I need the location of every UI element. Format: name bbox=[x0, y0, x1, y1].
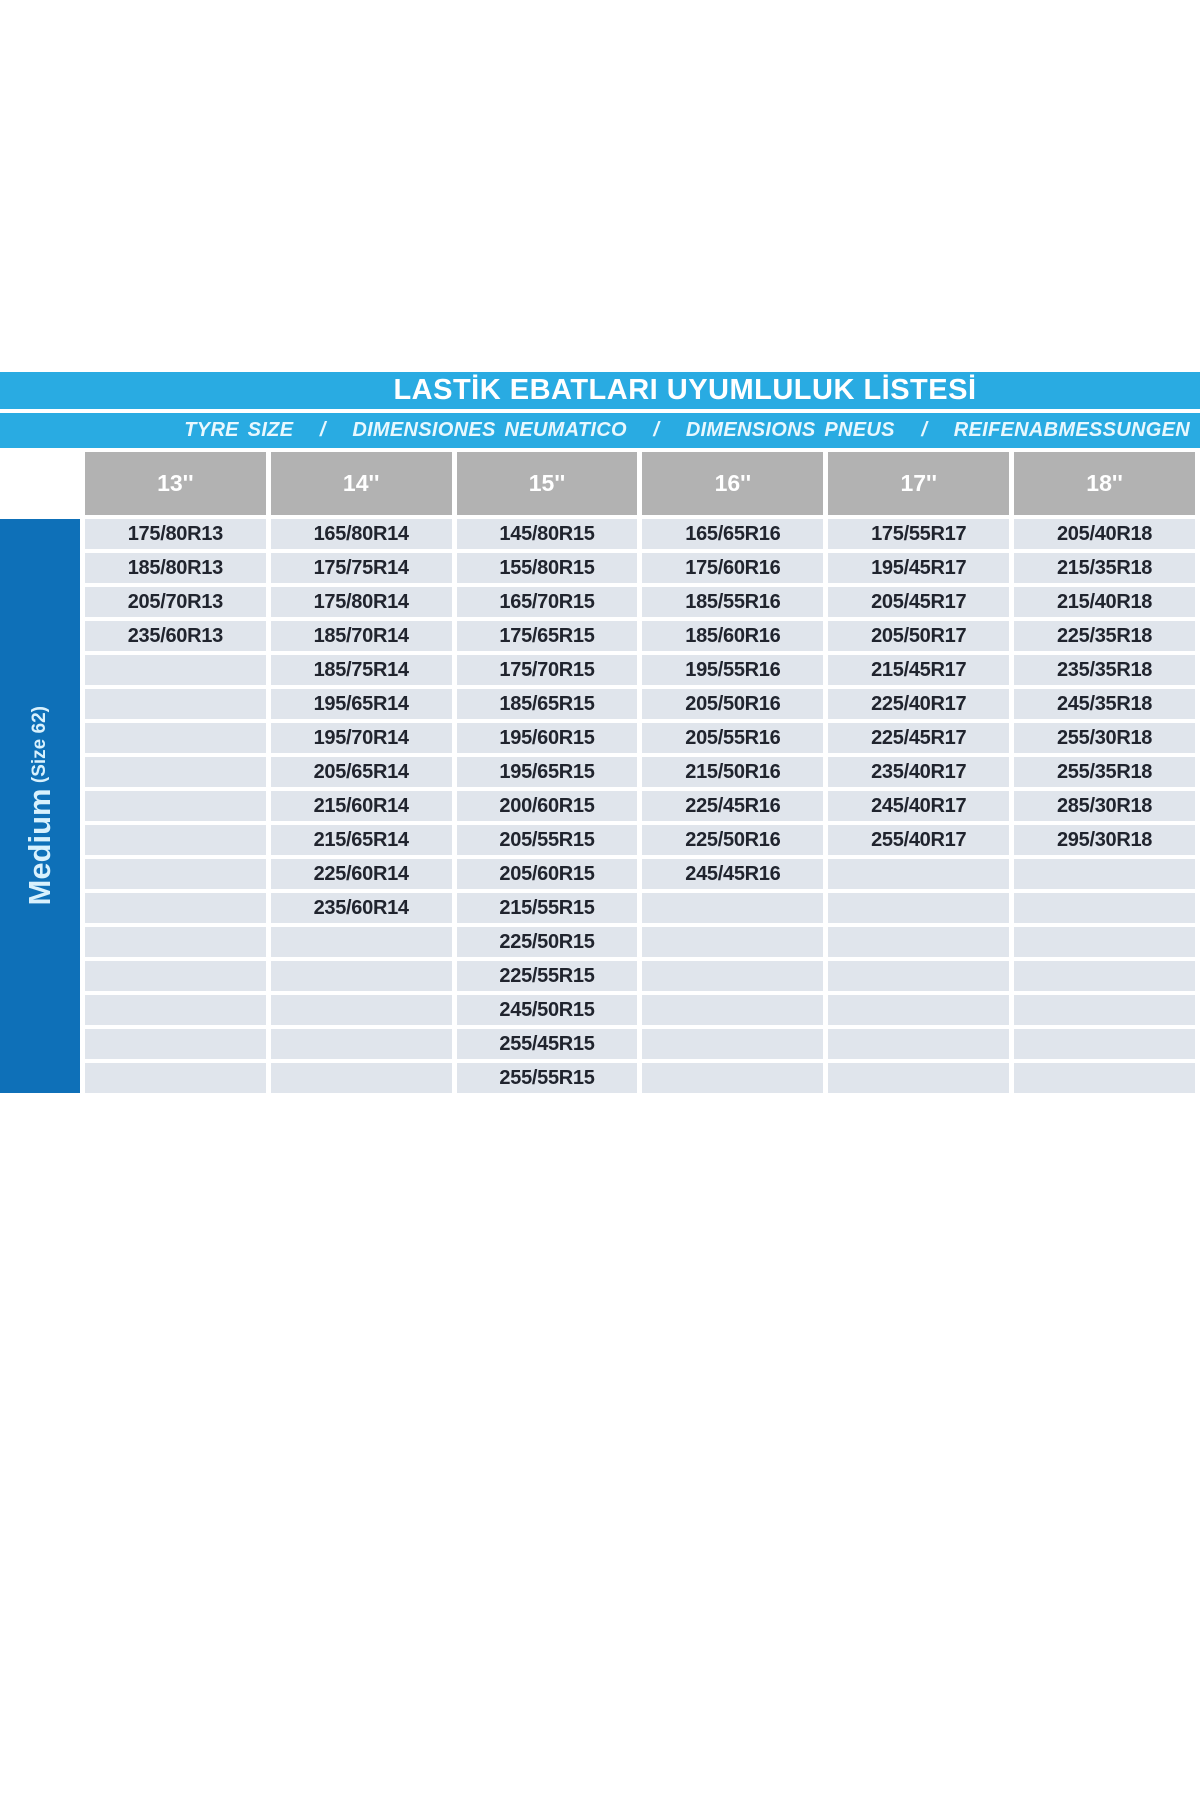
table-row bbox=[0, 553, 1195, 583]
empty-cell bbox=[85, 791, 266, 821]
tyre-size-cell: 215/50R16 bbox=[642, 757, 823, 787]
size-group-code: (Size 62) bbox=[29, 706, 51, 789]
column-header-14in: 14'' bbox=[271, 452, 452, 515]
empty-cell bbox=[85, 1029, 266, 1059]
empty-cell bbox=[642, 893, 823, 923]
tyre-size-cell: 255/40R17 bbox=[828, 825, 1009, 855]
tyre-size-cell: 225/35R18 bbox=[1014, 621, 1195, 651]
tyre-size-cell: 175/60R16 bbox=[642, 553, 823, 583]
empty-cell bbox=[1014, 1063, 1195, 1093]
empty-cell bbox=[1014, 927, 1195, 957]
subtitle-languages: TYRE SIZE / DIMENSIONES NEUMATICO / DIMENSIONS PNEUS / REIFENABMESSUNGEN bbox=[184, 419, 1190, 441]
tyre-size-cell: 245/40R17 bbox=[828, 791, 1009, 821]
empty-cell bbox=[642, 1063, 823, 1093]
empty-cell bbox=[85, 893, 266, 923]
tyre-size-cell: 295/30R18 bbox=[1014, 825, 1195, 855]
column-header-18in: 18'' bbox=[1014, 452, 1195, 515]
empty-cell bbox=[828, 1063, 1009, 1093]
tyre-size-cell: 225/50R15 bbox=[457, 927, 638, 957]
tyre-size-cell: 205/60R15 bbox=[457, 859, 638, 889]
title-bar bbox=[0, 372, 1200, 409]
tyre-size-cell: 185/70R14 bbox=[271, 621, 452, 651]
empty-cell bbox=[85, 995, 266, 1025]
tyre-size-cell: 255/30R18 bbox=[1014, 723, 1195, 753]
tyre-size-cell: 175/70R15 bbox=[457, 655, 638, 685]
empty-cell bbox=[642, 995, 823, 1025]
tyre-size-cell: 155/80R15 bbox=[457, 553, 638, 583]
empty-cell bbox=[85, 927, 266, 957]
tyre-size-cell: 165/70R15 bbox=[457, 587, 638, 617]
empty-cell bbox=[828, 1029, 1009, 1059]
table-row bbox=[0, 1063, 1195, 1093]
empty-cell bbox=[828, 995, 1009, 1025]
tyre-size-cell: 225/50R16 bbox=[642, 825, 823, 855]
empty-cell bbox=[642, 1029, 823, 1059]
table-row bbox=[0, 587, 1195, 617]
empty-cell bbox=[85, 1063, 266, 1093]
tyre-size-cell: 175/65R15 bbox=[457, 621, 638, 651]
tyre-size-cell: 195/70R14 bbox=[271, 723, 452, 753]
table-row bbox=[0, 519, 1195, 549]
tyre-size-cell: 185/75R14 bbox=[271, 655, 452, 685]
size-group-sidebar bbox=[0, 519, 80, 1093]
tyre-size-cell: 195/45R17 bbox=[828, 553, 1009, 583]
tyre-size-cell: 145/80R15 bbox=[457, 519, 638, 549]
empty-cell bbox=[85, 961, 266, 991]
tyre-size-cell: 225/55R15 bbox=[457, 961, 638, 991]
empty-cell bbox=[828, 927, 1009, 957]
empty-cell bbox=[85, 655, 266, 685]
tyre-size-cell: 195/55R16 bbox=[642, 655, 823, 685]
table-row bbox=[0, 689, 1195, 719]
tyre-size-cell: 185/60R16 bbox=[642, 621, 823, 651]
tyre-size-cell: 235/35R18 bbox=[1014, 655, 1195, 685]
tyre-size-cell: 215/35R18 bbox=[1014, 553, 1195, 583]
empty-cell bbox=[271, 995, 452, 1025]
empty-cell bbox=[642, 961, 823, 991]
empty-cell bbox=[271, 1029, 452, 1059]
tyre-size-cell: 255/45R15 bbox=[457, 1029, 638, 1059]
table-row bbox=[0, 825, 1195, 855]
table-row bbox=[0, 791, 1195, 821]
table-row bbox=[0, 927, 1195, 957]
empty-cell bbox=[1014, 859, 1195, 889]
tyre-size-cell: 195/60R15 bbox=[457, 723, 638, 753]
tyre-size-cell: 205/40R18 bbox=[1014, 519, 1195, 549]
tyre-size-cell: 215/65R14 bbox=[271, 825, 452, 855]
tyre-size-cell: 225/60R14 bbox=[271, 859, 452, 889]
tyre-size-cell: 245/45R16 bbox=[642, 859, 823, 889]
tyre-size-cell: 205/65R14 bbox=[271, 757, 452, 787]
tyre-size-cell: 225/45R17 bbox=[828, 723, 1009, 753]
empty-cell bbox=[271, 961, 452, 991]
tyre-size-cell: 205/55R16 bbox=[642, 723, 823, 753]
empty-cell bbox=[85, 723, 266, 753]
tyre-size-cell: 185/65R15 bbox=[457, 689, 638, 719]
size-group-label bbox=[22, 706, 58, 906]
empty-cell bbox=[828, 893, 1009, 923]
tyre-size-cell: 195/65R15 bbox=[457, 757, 638, 787]
column-header-15in: 15'' bbox=[457, 452, 638, 515]
empty-cell bbox=[271, 1063, 452, 1093]
table-row bbox=[0, 893, 1195, 923]
tyre-size-cell: 205/50R17 bbox=[828, 621, 1009, 651]
tyre-size-cell: 175/80R14 bbox=[271, 587, 452, 617]
empty-cell bbox=[271, 927, 452, 957]
tyre-size-cell: 235/40R17 bbox=[828, 757, 1009, 787]
tyre-size-cell: 215/55R15 bbox=[457, 893, 638, 923]
corner-cell bbox=[0, 452, 80, 515]
empty-cell bbox=[642, 927, 823, 957]
tyre-size-table-wrap bbox=[0, 452, 1200, 1097]
empty-cell bbox=[85, 757, 266, 787]
tyre-size-cell: 215/60R14 bbox=[271, 791, 452, 821]
table-row bbox=[0, 621, 1195, 651]
tyre-size-cell: 215/40R18 bbox=[1014, 587, 1195, 617]
table-row bbox=[0, 1029, 1195, 1059]
table-row bbox=[0, 723, 1195, 753]
tyre-size-cell: 205/55R15 bbox=[457, 825, 638, 855]
empty-cell bbox=[1014, 995, 1195, 1025]
tyre-size-cell: 225/40R17 bbox=[828, 689, 1009, 719]
tyre-size-cell: 175/80R13 bbox=[85, 519, 266, 549]
table-row bbox=[0, 995, 1195, 1025]
empty-cell bbox=[828, 859, 1009, 889]
tyre-size-cell: 185/80R13 bbox=[85, 553, 266, 583]
tyre-size-cell: 255/35R18 bbox=[1014, 757, 1195, 787]
tyre-size-cell: 255/55R15 bbox=[457, 1063, 638, 1093]
page-title: LASTİK EBATLARI UYUMLULUK LİSTESİ bbox=[393, 374, 977, 406]
column-header-13in: 13'' bbox=[85, 452, 266, 515]
empty-cell bbox=[828, 961, 1009, 991]
tyre-size-cell: 235/60R13 bbox=[85, 621, 266, 651]
tyre-size-table bbox=[0, 452, 1200, 1097]
tyre-size-cell: 205/70R13 bbox=[85, 587, 266, 617]
subtitle-bar bbox=[0, 413, 1200, 448]
empty-cell bbox=[85, 825, 266, 855]
table-row bbox=[0, 655, 1195, 685]
empty-cell bbox=[1014, 1029, 1195, 1059]
tyre-size-cell: 200/60R15 bbox=[457, 791, 638, 821]
header-row bbox=[0, 452, 1195, 515]
tyre-size-cell: 285/30R18 bbox=[1014, 791, 1195, 821]
tyre-size-cell: 175/55R17 bbox=[828, 519, 1009, 549]
tyre-size-cell: 215/45R17 bbox=[828, 655, 1009, 685]
tyre-size-cell: 235/60R14 bbox=[271, 893, 452, 923]
empty-cell bbox=[1014, 961, 1195, 991]
tyre-size-cell: 165/80R14 bbox=[271, 519, 452, 549]
tyre-size-cell: 185/55R16 bbox=[642, 587, 823, 617]
tyre-size-cell: 205/45R17 bbox=[828, 587, 1009, 617]
tyre-size-cell: 225/45R16 bbox=[642, 791, 823, 821]
column-header-16in: 16'' bbox=[642, 452, 823, 515]
empty-cell bbox=[1014, 893, 1195, 923]
tyre-size-cell: 175/75R14 bbox=[271, 553, 452, 583]
empty-cell bbox=[85, 689, 266, 719]
table-row bbox=[0, 859, 1195, 889]
tyre-size-cell: 205/50R16 bbox=[642, 689, 823, 719]
tyre-size-cell: 245/50R15 bbox=[457, 995, 638, 1025]
empty-cell bbox=[85, 859, 266, 889]
tyre-size-cell: 245/35R18 bbox=[1014, 689, 1195, 719]
table-row bbox=[0, 757, 1195, 787]
table-row bbox=[0, 961, 1195, 991]
tyre-size-cell: 165/65R16 bbox=[642, 519, 823, 549]
tyre-size-cell: 195/65R14 bbox=[271, 689, 452, 719]
column-header-17in: 17'' bbox=[828, 452, 1009, 515]
size-group-name: Medium bbox=[22, 788, 58, 906]
